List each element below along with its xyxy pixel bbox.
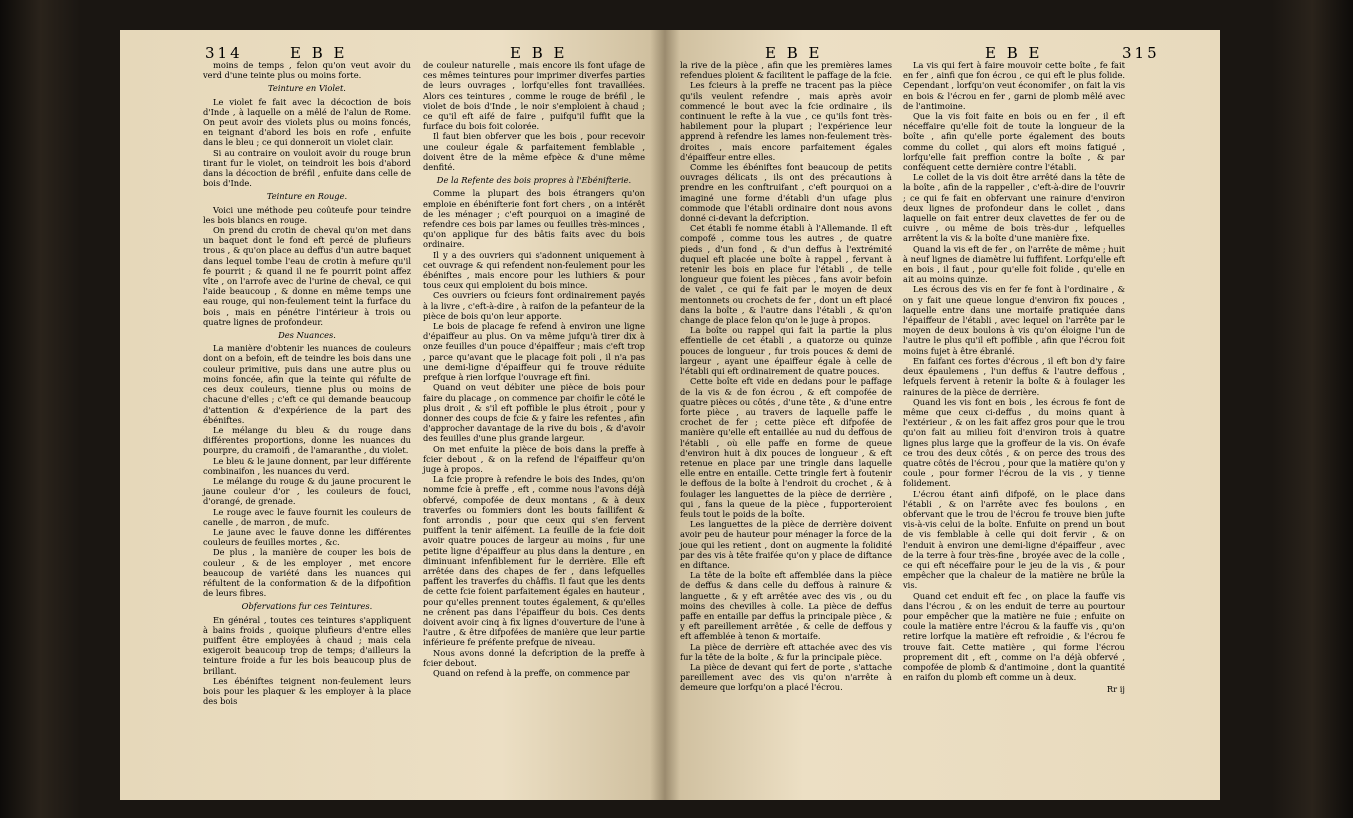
- paragraph: Il faut bien obferver que les bois , pour recevoir une couleur égale & parfaitement femblable , doivent être de la même efpèce & d'une même denfité.: [423, 131, 645, 173]
- section-heading: Obfervations fur ces Teintures.: [241, 601, 373, 612]
- paragraph: La tête de la boîte eft affemblée dans la pièce de deffus & dans celle du deffous à rainure & languette , & y eft arrêtée avec des vis , ou du moins des chevilles à colle. La pièce de deffus paffe en entaille par deffus la principale pièce , & y eft pareillement arrêtée , & celle de deffous y eft affemblée à tenon & mortaife.: [680, 570, 892, 642]
- section-heading: Teinture en Violet.: [268, 83, 346, 94]
- paragraph: Quand la vis eft de fer , on l'arrête de même ; huit à neuf lignes de diamètre lui fuffifent. Lorfqu'elle eft en bois , il faut , pour qu'elle foit folide , qu'elle en ait au moins quinze.: [903, 243, 1125, 285]
- paragraph: Le collet de la vis doit être arrêté dans la tête de la boîte , afin de la rappeller , c'eft-à-dire de l'ouvrir ; ce qui fe fait en obfervant une rainure d'environ deux lignes de profondeur dans le collet , dans laquelle on fait entrer deux clavettes de fer ou de cuivre , ou même de bois très-dur , lefquelles arrêtent la vis & la boîte d'une manière fixe.: [903, 172, 1125, 244]
- paragraph: Il y a des ouvriers qui s'adonnent uniquement à cet ouvrage & qui refendent non-feulement pour les ébéniftes , mais encore pour les luthiers & pour tous ceux qui emploient du bois mince.: [423, 249, 645, 291]
- paragraph: Comme la plupart des bois étrangers qu'on emploie en ébénifterie font fort chers , on a intérêt de les ménager ; c'eft pourquoi on a imaginé de refendre ces bois par lames ou feuilles très-minces , qu'on applique fur des bâtis faits avec du bois ordinaire.: [423, 188, 645, 250]
- paragraph: Les ébéniftes teignent non-feulement leurs bois pour les plaquer & les employer à la place des bois: [203, 675, 411, 707]
- paragraph: Le bleu & le jaune donnent, par leur différente combinaifon , les nuances du verd.: [203, 455, 411, 476]
- section-heading: De la Refente des bois propres à l'Ebénifterie.: [436, 175, 632, 186]
- paragraph: Le rouge avec le fauve fournit les couleurs de canelle , de marron , de mufc.: [203, 506, 411, 527]
- paragraph: moins de temps , felon qu'on veut avoir du verd d'une teinte plus ou moins forte.: [203, 60, 411, 81]
- paragraph: de couleur naturelle , mais encore ils font ufage de ces mêmes teintures pour imprimer diverfes parties de leurs ouvrages , lorfqu'elles font travaillées. Alors ces teintures , comme le rouge de bréfil , le violet de bois d'Inde , le noir s'emploient à chaud ; ce qu'il eft aifé de faire , puifqu'il fuffit que la furface du bois foit colorée.: [423, 60, 645, 132]
- paragraph: On prend du crotin de cheval qu'on met dans un baquet dont le fond eft percé de plufieurs trous , & qu'on place au deffus d'un autre baquet dans lequel tombe l'eau de crotin à mefure qu'il fe pourrit ; & quand il ne fe pourrit point affez vîte , on l'arrofe avec de l'urine de cheval, ce qui l'aide beaucoup , & donne en même temps une eau rouge, qui non-feulement teint la furface du bois , mais en pénétre l'intérieur à trois ou quatre lignes de profondeur.: [203, 225, 411, 327]
- paragraph: Les languettes de la pièce de derrière doivent avoir peu de hauteur pour ménager la force de la joue qui les retient , dont on augmente la folidité par des vis à tête fraifée qu'on y place de diftance en diftance.: [680, 519, 892, 570]
- paragraph: La pièce de derrière eft attachée avec des vis fur la tête de la boîte , & fur la principale pièce.: [680, 641, 892, 662]
- left-header-title-1: E B E: [290, 44, 348, 62]
- right-header-title-1: E B E: [765, 44, 823, 62]
- paragraph: Le mélange du bleu & du rouge dans différentes proportions, donne les nuances du pourpre, du cramoifi , de l'amaranthe , du violet.: [203, 424, 411, 456]
- paragraph: Si au contraire on vouloit avoir du rouge brun tirant fur le violet, on teindroit les bois d'abord dans la décoction de bréfil , enfuite dans celle de bois d'Inde.: [203, 147, 411, 189]
- paragraph: Cet établi fe nomme établi à l'Allemande. Il eft compofé , comme tous les autres , de quatre pieds , d'un fond , & d'un deffus à l'extrémité duquel eft placée une boîte à rappel , fervant à retenir les bois en place fur l'établi , de telle longueur que foient les pièces , fans avoir befoin de valet , ce qui fe fait par le moyen de deux mentonnets ou crochets de fer , dont un eft placé dans la boîte , & l'autre dans l'établi , & qu'on change de place felon qu'on le juge à propos.: [680, 223, 892, 326]
- signature-mark: Rr ij: [1106, 684, 1125, 695]
- section-heading: Des Nuances.: [278, 330, 336, 341]
- paragraph: Le violet fe fait avec la décoction de bois d'Inde , à laquelle on a mêlé de l'alun de Rome. On peut avoir des violets plus ou moins foncés, en teignant d'abord les bois en rofe , enfuite dans le bleu ; ce qui donneroit un violet clair.: [203, 96, 411, 148]
- paragraph: La manière d'obtenir les nuances de couleurs dont on a befoin, eft de teindre les bois dans une couleur primitive, puis dans une autre plus ou moins foncée, afin que la teinte qui réfulte de ces deux couleurs, tienne plus ou moins de chacune d'elles ; c'eft ce qui demande beaucoup d'attention & d'expérience de la part des ébéniftes.: [203, 343, 411, 425]
- paragraph: Que la vis foit faite en bois ou en fer , il eft néceffaire qu'elle foit de toute la longueur de la boîte , afin qu'elle porte également des bouts comme du collet , qui alors eft moins fatigué , lorfqu'elle fait preffion contre la boîte , & par conféquent cette dernière contre l'établi.: [903, 111, 1125, 173]
- right-page-number: 315: [1122, 44, 1160, 62]
- left-page-number: 314: [205, 44, 243, 62]
- paragraph: L'écrou étant ainfi difpofé, on le place dans l'établi , & on l'arrête avec fes boulons , en obfervant que le trou de l'écrou fe trouve bien jufte vis-à-vis celui de la boîte. Enfuite on prend un bout de vis femblable à celle qui doit fervir , & on l'enduit à environ une demi-ligne d'épaiffeur , avec de la terre à four très-fine , broyée avec de la colle , ce qui eft néceffaire pour le jeu de la vis , & pour empêcher que la chaleur de la matière ne brûle la vis.: [903, 488, 1125, 591]
- paragraph: Comme les ébéniftes font beaucoup de petits ouvrages délicats , ils ont des précautions à prendre en les conftruifant , c'eft pourquoi on a imaginé une forme d'établi d'un ufage plus commode que l'établi ordinaire dont nous avons donné ci-devant la defcription.: [680, 162, 892, 224]
- paragraph: La fcie propre à refendre le bois des Indes, qu'on nomme fcie à preffe , eft , comme nous l'avons déjà obfervé, compofée de deux montans , & à deux traverfes ou fommiers dont les bouts faillifent & font arrondis , pour que ceux qui s'en fervent puiffent la tenir aifément. La feuille de la fcie doit avoir quatre pouces de largeur au moins , fur une petite ligne d'épaiffeur au plus dans la denture , en diminuant infenfiblement fur le derrière. Elle eft arrêtée dans des chapes de fer , dans lefquelles paffent les traverfes du châffis. Il faut que les dents de cette fcie foient parfaitement égales en hauteur , pour qu'elles prennent toutes également, & qu'elles ne crênent pas dans l'épaiffeur du bois. Ces dents doivent avoir cinq à fix lignes d'ouverture de l'une à l'autre , & être difpofées de manière que leur partie inférieure fe préfente prefque de niveau.: [423, 474, 645, 648]
- paragraph: Les écrous des vis en fer fe font à l'ordinaire , & on y fait une queue longue d'environ fix pouces , laquelle entre dans une mortaife pratiquée dans l'épaiffeur de l'établi , avec lequel on l'arrête par le moyen de deux boulons à vis qu'on éloigne l'un de l'autre le plus qu'il eft poffible , afin que l'écrou foit moins fujet à être ébranlé.: [903, 284, 1125, 356]
- paragraph: La pièce de devant qui fert de porte , s'attache pareillement avec des vis qu'on n'arrête à demeure que lorfqu'on a placé l'écrou.: [680, 661, 892, 693]
- paragraph: Le bois de placage fe refend à environ une ligne d'épaiffeur au plus. On va même jufqu'à tirer dix à onze feuilles d'un pouce d'épaiffeur ; mais c'eft trop , parce qu'avant que le placage foit poli , il n'a pas une demi-ligne d'épaiffeur qui fe trouve réduite prefque à rien lorfque l'ouvrage eft fini.: [423, 321, 645, 383]
- paragraph: Quand cet enduit eft fec , on place la fauffe vis dans l'écrou , & on les enduit de terre au pourtour pour empêcher que la matière ne fuie ; enfuite on coule la matière entre l'écrou & la fauffe vis , qu'on retire lorfque la matière eft refroidie , & l'écrou fe trouve fait. Cette matière , qui forme l'écrou proprement dit , eft , comme on l'a déjà obfervé , compofée de plomb & d'antimoine , dont la quantité en raifon du plomb eft comme un à deux.: [903, 590, 1125, 683]
- paragraph: Les fcieurs à la preffe ne tracent pas la pièce qu'ils veulent refendre , mais après avoir commencé le bout avec la fcie ordinaire , ils continuent le refte à la vue , ce qu'ils font très-habilement pour la plupart ; l'expérience leur apprend à refendre les lames non-feulement très-droites , mais encore parfaitement égales d'épaiffeur entre elles.: [680, 80, 892, 162]
- paragraph: Voici une méthode peu coûteufe pour teindre les bois blancs en rouge.: [203, 204, 411, 225]
- right-column-1: [680, 60, 892, 693]
- paragraph: Nous avons donné la defcription de la preffe à fcier debout.: [423, 647, 645, 668]
- left-column-2: [423, 60, 645, 678]
- paragraph: la rive de la pièce , afin que les premières lames refendues ploient & facilitent le paffage de la fcie.: [680, 60, 892, 81]
- paragraph: Le mélange du rouge & du jaune procurent le jaune couleur d'or , les couleurs de fouci, d'orangé, de grenade.: [203, 475, 411, 507]
- paragraph: De plus , la manière de couper les bois de couleur , & de les employer , met encore beaucoup de variété dans les nuances qui réfultent de la conformation & de la difpofition de leurs fibres.: [203, 547, 411, 599]
- left-column-1: [203, 60, 411, 706]
- paragraph: En général , toutes ces teintures s'appliquent à bains froids , quoique plufieurs d'entre elles puiffent être employées à chaud ; mais cela exigeroit beaucoup trop de temps; d'ailleurs la teinture froide a fur les bois beaucoup plus de brillant.: [203, 614, 411, 676]
- right-column-2: [903, 60, 1125, 695]
- section-heading: Teinture en Rouge.: [266, 191, 348, 202]
- paragraph: La boîte ou rappel qui fait la partie la plus effentielle de cet établi , a quatorze ou quinze pouces de longueur , fur trois pouces & demi de largeur , ayant une épaiffeur égale à celle de l'établi qui eft ordinairement de quatre pouces.: [680, 325, 892, 377]
- left-header-title-2: E B E: [510, 44, 568, 62]
- gutter: [650, 30, 680, 800]
- paragraph: Quand on veut débiter une pièce de bois pour faire du placage , on commence par choifir le côté le plus droit , & s'il eft poffible le plus étroit , pour y donner des coups de fcie & y faire les refentes , afin d'approcher davantage de la rive du bois , & d'avoir des feuilles d'une plus grande largeur.: [423, 382, 645, 444]
- right-header-title-2: E B E: [985, 44, 1043, 62]
- paragraph: La vis qui fert à faire mouvoir cette boîte , fe fait en fer , ainfi que fon écrou , ce qui eft le plus folide. Cependant , lorfqu'on veut économifer , on fait la vis en bois & l'écrou en fer , garni de plomb mêlé avec de l'antimoine.: [903, 60, 1125, 111]
- paragraph: Cette boîte eft vide en dedans pour le paffage de la vis & de fon écrou , & eft compofée de quatre pièces ou côtés , d'une tête , & d'une entre forte pièce , au travers de laquelle paffe le crochet de fer ; cette pièce eft difpofée de manière qu'elle eft entaillée au nud du deffous de l'établi , où elle paffe en forme de queue d'environ huit à dix pouces de longueur , & eft retenue en place par une tringle dans laquelle elle entre en entaille. Cette tringle fert à foutenir le deffous de la boîte à l'endroit du crochet , & à foulager les languettes de la pièce de derrière , qui , fans la queue de la pièce , fupporteroient feuls tout le poids de la boîte.: [680, 376, 892, 519]
- paragraph: Ces ouvriers ou fcieurs font ordinairement payés à la livre , c'eft-à-dire , à raifon de la pefanteur de la pièce de bois qu'on leur apporte.: [423, 290, 645, 321]
- paragraph: En faifant ces fortes d'écrous , il eft bon d'y faire deux épaulemens , l'un deffus & l'autre deffous , lefquels fervent à retenir la boîte & à foulager les rainures de la pièce de derrière.: [903, 355, 1125, 397]
- paragraph: Le jaune avec le fauve donne les différentes couleurs de feuilles mortes , &c.: [203, 526, 411, 548]
- paragraph: On met enfuite la pièce de bois dans la preffe à fcier debout , & on la refend de l'épaiffeur qu'on juge à propos.: [423, 443, 645, 474]
- paragraph: Quand on refend à la preffe, on commence par: [433, 667, 630, 678]
- paragraph: Quand les vis font en bois , les écrous fe font de même que ceux ci-deffus , du moins quant à l'extérieur , & on les fait affez gros pour que le trou qu'on fait au milieu foit d'environ trois à quatre lignes plus large que la groffeur de la vis. On évafe ce trou des deux côtés , & on perce des trous des quatre côtés de l'écrou , pour que la matière qu'on y coule , pour former l'écrou de la vis , y tienne folidement.: [903, 396, 1125, 489]
